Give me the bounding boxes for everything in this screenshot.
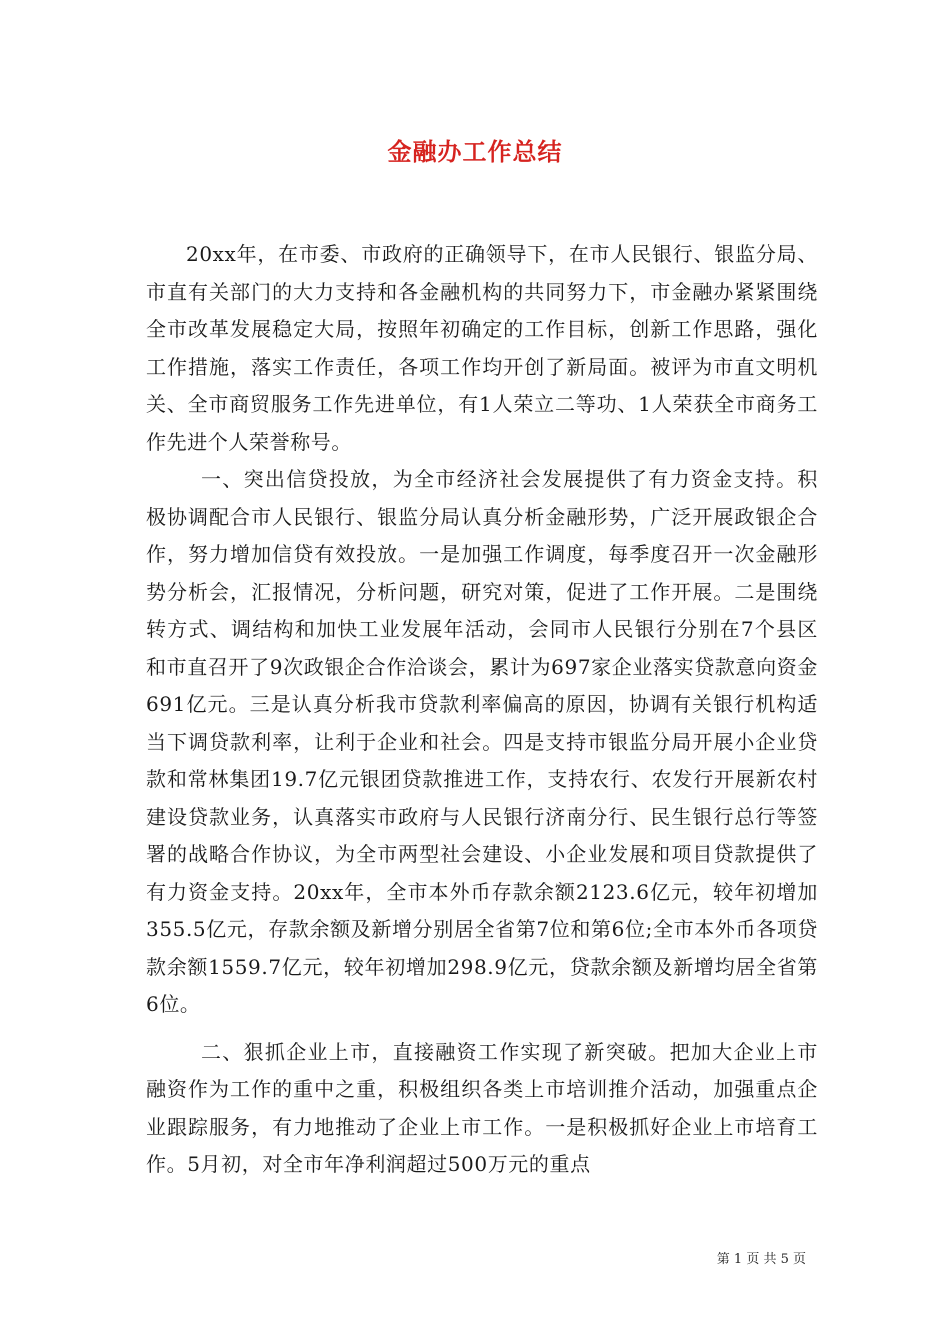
document-body bbox=[146, 236, 818, 1184]
document-title: 金融办工作总结 bbox=[387, 137, 563, 166]
paragraph-section-2: 二、狠抓企业上市，直接融资工作实现了新突破。把加大企业上市融资作为工作的重中之重，积极组织各类上市培训推介活动，加强重点企业跟踪服务，有力地推动了企业上市工作。一是积极抓好企业上市培育工作。5月初，对全市年净利润超过500万元的重点 bbox=[146, 1039, 818, 1176]
paragraph-intro: 20xx年，在市委、市政府的正确领导下，在市人民银行、银监分局、市直有关部门的大力支持和各金融机构的共同努力下，市金融办紧紧围绕全市改革发展稳定大局，按照年初确定的工作目标，创新工作思路，强化工作措施，落实工作责任，各项工作均开创了新局面。被评为市直文明机关、全市商贸服务工作先进单位，有1人荣立二等功、1人荣获全市商务工作先进个人荣誉称号。 bbox=[146, 242, 818, 454]
paragraph-section-1: 一、突出信贷投放，为全市经济社会发展提供了有力资金支持。积极协调配合市人民银行、银监分局认真分析金融形势，广泛开展政银企合作，努力增加信贷有效投放。一是加强工作调度，每季度召开一次金融形势分析会，汇报情况，分析问题，研究对策，促进了工作开展。二是围绕转方式、调结构和加快工业发展年活动，会同市人民银行分别在7个县区和市直召开了9次政银企合作洽谈会，累计为697家企业落实贷款意向资金691亿元。三是认真分析我市贷款利率偏高的原因，协调有关银行机构适当下调贷款利率，让利于企业和社会。四是支持市银监分局开展小企业贷款和常林集团19.7亿元银团贷款推进工作，支持农行、农发行开展新农村建设贷款业务，认真落实市政府与人民银行济南分行、民生银行总行等签署的战略合作协议，为全市两型社会建设、小企业发展和项目贷款提供了有力资金支持。20xx年，全市本外币存款余额2123.6亿元，较年初增加355.5亿元，存款余额及新增分别居全省第7位和第6位;全市本外币各项贷款余额1559.7亿元，较年初增加298.9亿元，贷款余额及新增均居全省第6位。 bbox=[146, 467, 818, 1016]
page-number: 第 1 页 共 5 页 bbox=[716, 1252, 806, 1267]
